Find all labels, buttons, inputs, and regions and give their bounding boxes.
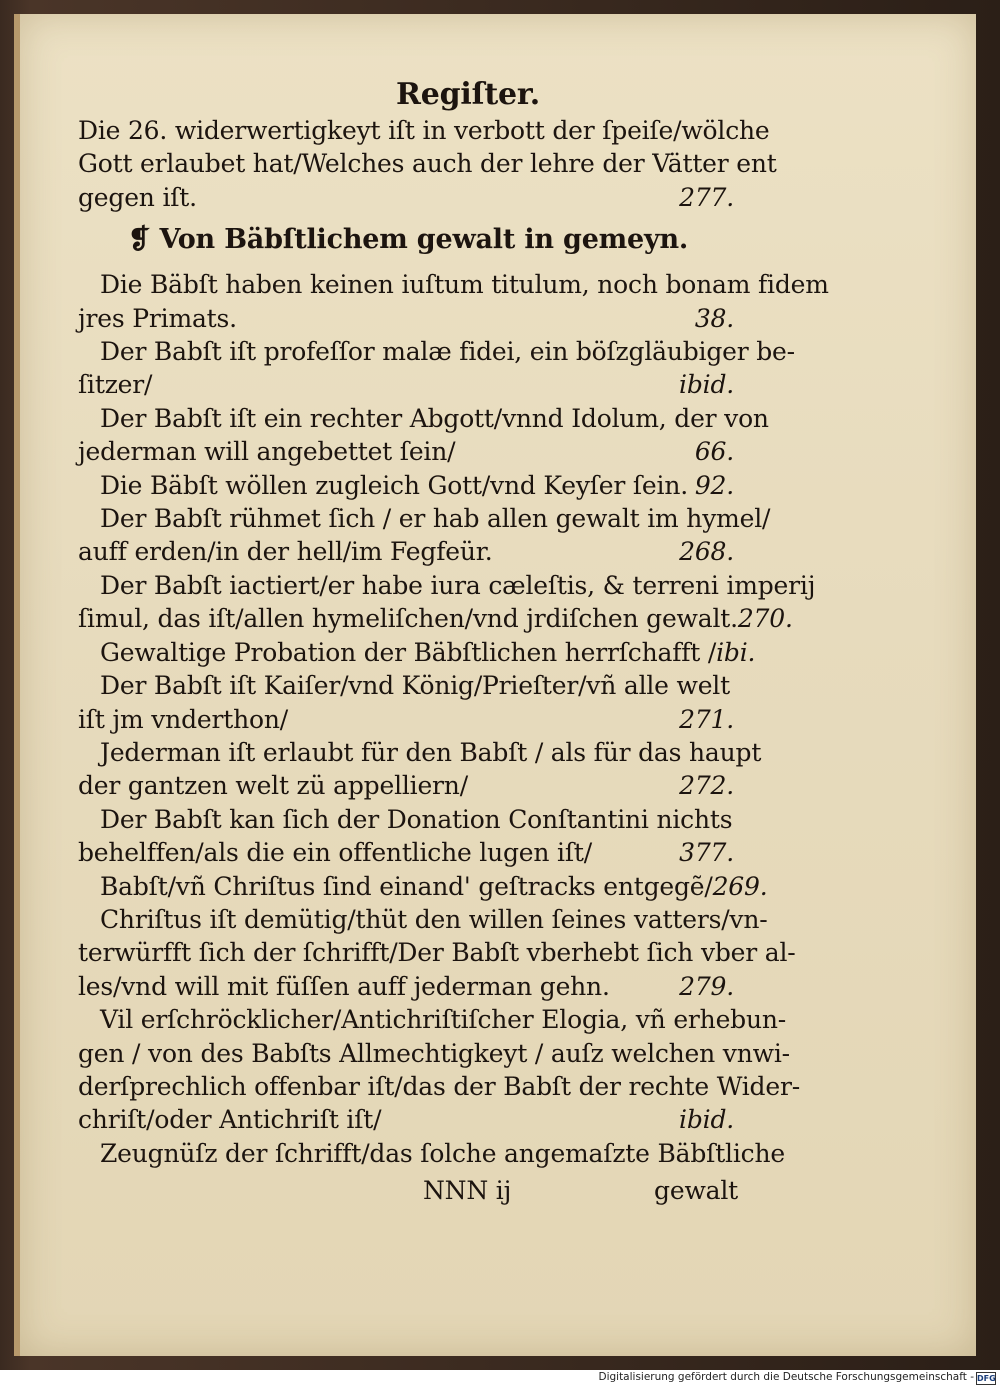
page-reference <box>734 803 738 836</box>
register-line <box>78 736 762 769</box>
entry-text: Jederman iſt erlaubt für den Babſt / als für das haupt <box>100 737 762 767</box>
page-reference: 279. <box>679 971 734 1001</box>
entry-text: ſitzer/ <box>78 370 153 400</box>
page-reference <box>777 147 781 180</box>
register-line <box>78 502 771 535</box>
page-reference: 66. <box>694 437 734 467</box>
entry-text: jres Primats. <box>78 303 237 333</box>
entry-text: les/vnd will mit füſſen auff jederman gehn. <box>78 971 610 1001</box>
page-reference <box>768 903 772 936</box>
register-line <box>78 368 738 401</box>
register-line <box>78 669 738 702</box>
entry-text: chriſt/oder Antichriſt iſt/ <box>78 1105 382 1135</box>
register-line <box>78 836 738 869</box>
dfg-logo-icon: DFG <box>977 1374 996 1383</box>
entry-text: Der Babſt iactiert/er habe iura cæleſtis, & terreni imperij <box>100 570 816 600</box>
page-reference: ibid. <box>679 1105 734 1135</box>
page-reference: 268. <box>679 537 734 567</box>
register-line <box>78 469 738 502</box>
entry-text: auff erden/in der hell/im Fegfeür. <box>78 537 493 567</box>
page-reference <box>734 669 738 702</box>
entry-text: der gantzen welt zü appelliern/ <box>78 771 468 801</box>
page-reference: 38. <box>694 303 734 333</box>
entry-text: Der Babſt kan ſich der Donation Conſtantini nichts <box>100 804 733 834</box>
register-line <box>78 769 738 802</box>
section-heading: ❡ Von Bäbſtlichem gewalt in gemeyn. <box>127 224 689 256</box>
page-reference <box>795 335 799 368</box>
page-reference: 92. <box>694 470 734 500</box>
register-line <box>78 903 768 936</box>
page-reference <box>770 502 774 535</box>
register-line <box>78 936 796 969</box>
page-reference: ibid. <box>679 370 734 400</box>
page-reference <box>761 736 765 769</box>
register-line <box>78 870 768 903</box>
register-line <box>78 114 770 147</box>
entry-text: Die Bäbſt wöllen zugleich Gott/vnd Keyſer ſein. <box>100 470 688 500</box>
entry-text: gen / von des Babſts Allmechtigkeyt / auſz welchen vnwi- <box>78 1038 790 1068</box>
funding-credit: Digitalisierung gefördert durch die Deutsche Forschungsgemeinschaft - <box>598 1371 974 1383</box>
page-reference: 271. <box>679 704 734 734</box>
entry-text: terwürfft ſich der ſchrifft/Der Babſt vberhebt ſich vber al- <box>78 938 796 968</box>
page-reference <box>796 936 800 969</box>
entry-text: Babſt/vñ Chriſtus ſind einand' geſtracks entgegẽ/ <box>100 871 713 901</box>
register-line <box>78 1003 787 1036</box>
page-text <box>78 76 829 1208</box>
entry-text: behelffen/als die ein offentliche lugen iſt/ <box>78 838 592 868</box>
entry-text: Vil erſchröcklicher/Antichriſtiſcher Elogia, vñ erhebun- <box>100 1005 787 1035</box>
register-line <box>78 636 756 669</box>
page-reference <box>769 402 773 435</box>
page-reference: 277. <box>679 182 734 212</box>
register-line <box>78 1103 738 1136</box>
entry-text: Zeugnüſz der ſchrifft/das ſolche angemaſzte Bäbſtliche <box>100 1138 785 1168</box>
entry-text: ſimul, das iſt/allen hymeliſchen/vnd jrdiſchen gewalt. <box>78 604 738 634</box>
page-reference <box>785 1137 789 1170</box>
register-line <box>78 970 738 1003</box>
page-reference: 270. <box>737 604 793 634</box>
page-reference <box>786 1003 790 1036</box>
entry-text: Der Babſt iſt Kaiſer/vnd König/Prieſter/vñ alle welt <box>100 671 730 701</box>
entry-text: Gewaltige Probation der Bäbſtlichen herrſchafft / <box>100 637 717 667</box>
entry-text: Chriſtus iſt demütig/thüt den willen ſeines vatters/vn- <box>100 904 768 934</box>
page-reference <box>770 114 774 147</box>
page-reference <box>800 1070 804 1103</box>
register-line <box>78 402 769 435</box>
register-line <box>78 435 738 468</box>
entry-text: Die 26. widerwertigkeyt iſt in verbott der ſpeiſe/wölche <box>78 116 770 145</box>
catchline <box>78 1174 738 1207</box>
register-line <box>78 181 738 214</box>
entry-text: jederman will angebettet ſein/ <box>78 437 456 467</box>
page-reference <box>790 1037 794 1070</box>
register-entries <box>78 268 829 1170</box>
register-line <box>78 569 816 602</box>
register-line <box>78 703 738 736</box>
page-reference: 272. <box>679 771 734 801</box>
page-reference: 377. <box>679 838 734 868</box>
register-line <box>78 1137 785 1170</box>
register-line <box>78 302 738 335</box>
page-reference: 269. <box>712 871 768 901</box>
entry-text: Der Babſt rühmet ſich / er hab allen gewalt im hymel/ <box>100 504 771 534</box>
register-line <box>78 602 793 635</box>
page-reference <box>829 268 833 301</box>
register-line <box>78 535 738 568</box>
register-line <box>78 803 738 836</box>
intro-entry <box>78 114 777 214</box>
catchword: gewalt <box>654 1176 738 1206</box>
register-line <box>78 147 777 180</box>
entry-text: Die Bäbſt haben keinen iuſtum titulum, noch bonam fidem <box>100 270 829 300</box>
entry-text: Der Babſt iſt ein rechter Abgott/vnnd Idolum, der von <box>100 403 769 433</box>
register-line <box>78 1070 800 1103</box>
entry-text: derſprechlich offenbar iſt/das der Babſt der rechte Wider- <box>78 1071 800 1101</box>
page-reference: ibi. <box>716 637 756 667</box>
entry-text: Der Babſt iſt profeſſor malæ fidei, ein böſzgläubiger be- <box>100 337 795 367</box>
entry-text: gegen iſt. <box>78 182 197 212</box>
register-line <box>78 268 829 301</box>
signature-mark: NNN ij <box>423 1176 512 1206</box>
page-reference <box>815 569 819 602</box>
entry-text: iſt jm vnderthon/ <box>78 704 288 734</box>
entry-text: Gott erlaubet hat/Welches auch der lehre der Vätter ent <box>78 149 777 179</box>
running-head: Regiſter. <box>396 77 540 112</box>
register-line <box>78 335 795 368</box>
register-line <box>78 1037 790 1070</box>
